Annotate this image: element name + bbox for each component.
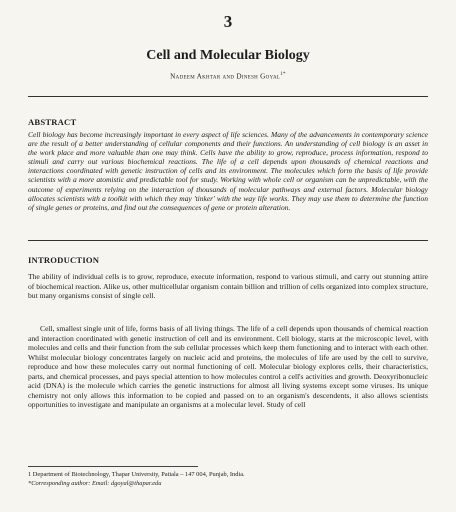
abstract-top-rule — [28, 96, 428, 97]
authors-names: Nadeem Akhtar and Dinesh Goyal — [170, 72, 281, 81]
chapter-number: 3 — [223, 12, 233, 31]
abstract-heading: ABSTRACT — [28, 117, 77, 127]
abstract-text: Cell biology has become increasingly important in every aspect of life sciences. Many of the advancements in contemporary science are the result of a better understanding of cellular components and their functions. An understanding of cell biology is an asset in the work place and more valuable than one may think. Cells have the ability to grow, reproduce, process information, respond to stimuli and carry out various biochemical reactions. The life of a cell depends upon thousands of chemical reactions and interactions coordinated with genetic instruction of cells and its environment. The molecules which form the basis of life provide scientists with a more atomistic and predictable tool for study. Working with whole cell or organism can be unpredictable, with the outcome of experiments relying on the interaction of thousands of molecular pathways and external factors. Molecular biology allocates scientists with a toolkit with which they may 'tinker' with the way life works. They may use them to determine the function of single genes or proteins, and find out the consequences of gene or protein alteration. — [28, 130, 428, 212]
intro-paragraph-2: Cell, smallest single unit of life, forms basis of all living things. The life of a cell depends upon thousands of chemical reaction and interaction coordinated with genetic instruction of cell and its environment. Cell biology, starts at the microscopic level, with molecules and cells and their function from the sub cellular processes which keep them functioning and to interact with each other. Whilst molecular biology concentrates largely on nucleic acid and proteins, the molecules of life are used by the cell to survive, reproduce and how these molecules carry out normal functioning of cell. Molecular biology explores cells, their characteristics, parts, and chemical processes, and pays special attention to how molecules control a cell's activities and growth. Deoxyribonucleic acid (DNA) is the molecule which carries the genetic instructions for almost all living systems except some viruses. Its unique chemistry not only allows this information to be copied and passed on to an organism's descendents, it also allows scientists opportunities to investigate and manipulate an organisms at a molecular level. Study of cell — [28, 324, 428, 409]
intro-paragraph-1: The ability of individual cells is to grow, reproduce, execute information, respond to various stimuli, and carry out stunning attire of biochemical reaction. Alike us, other multicellular organism contain billion and trillion of cells organized into complex structure, but many organisms consist of single cell. — [28, 272, 428, 300]
chapter-title: Cell and Molecular Biology — [146, 48, 310, 63]
authors-superscript: 1* — [280, 72, 286, 77]
footnote-affiliation: 1 Department of Biotechnology, Thapar University, Patiala – 147 004, Punjab, India. — [28, 471, 245, 478]
abstract-bottom-rule — [28, 240, 428, 241]
footnotes — [28, 471, 428, 488]
footnote-rule — [28, 466, 198, 467]
footnote-corresponding-author: *Corresponding author: Email: dgoyal@thapar.edu — [28, 479, 162, 487]
author-line — [0, 72, 456, 80]
introduction-heading: INTRODUCTION — [28, 255, 100, 265]
